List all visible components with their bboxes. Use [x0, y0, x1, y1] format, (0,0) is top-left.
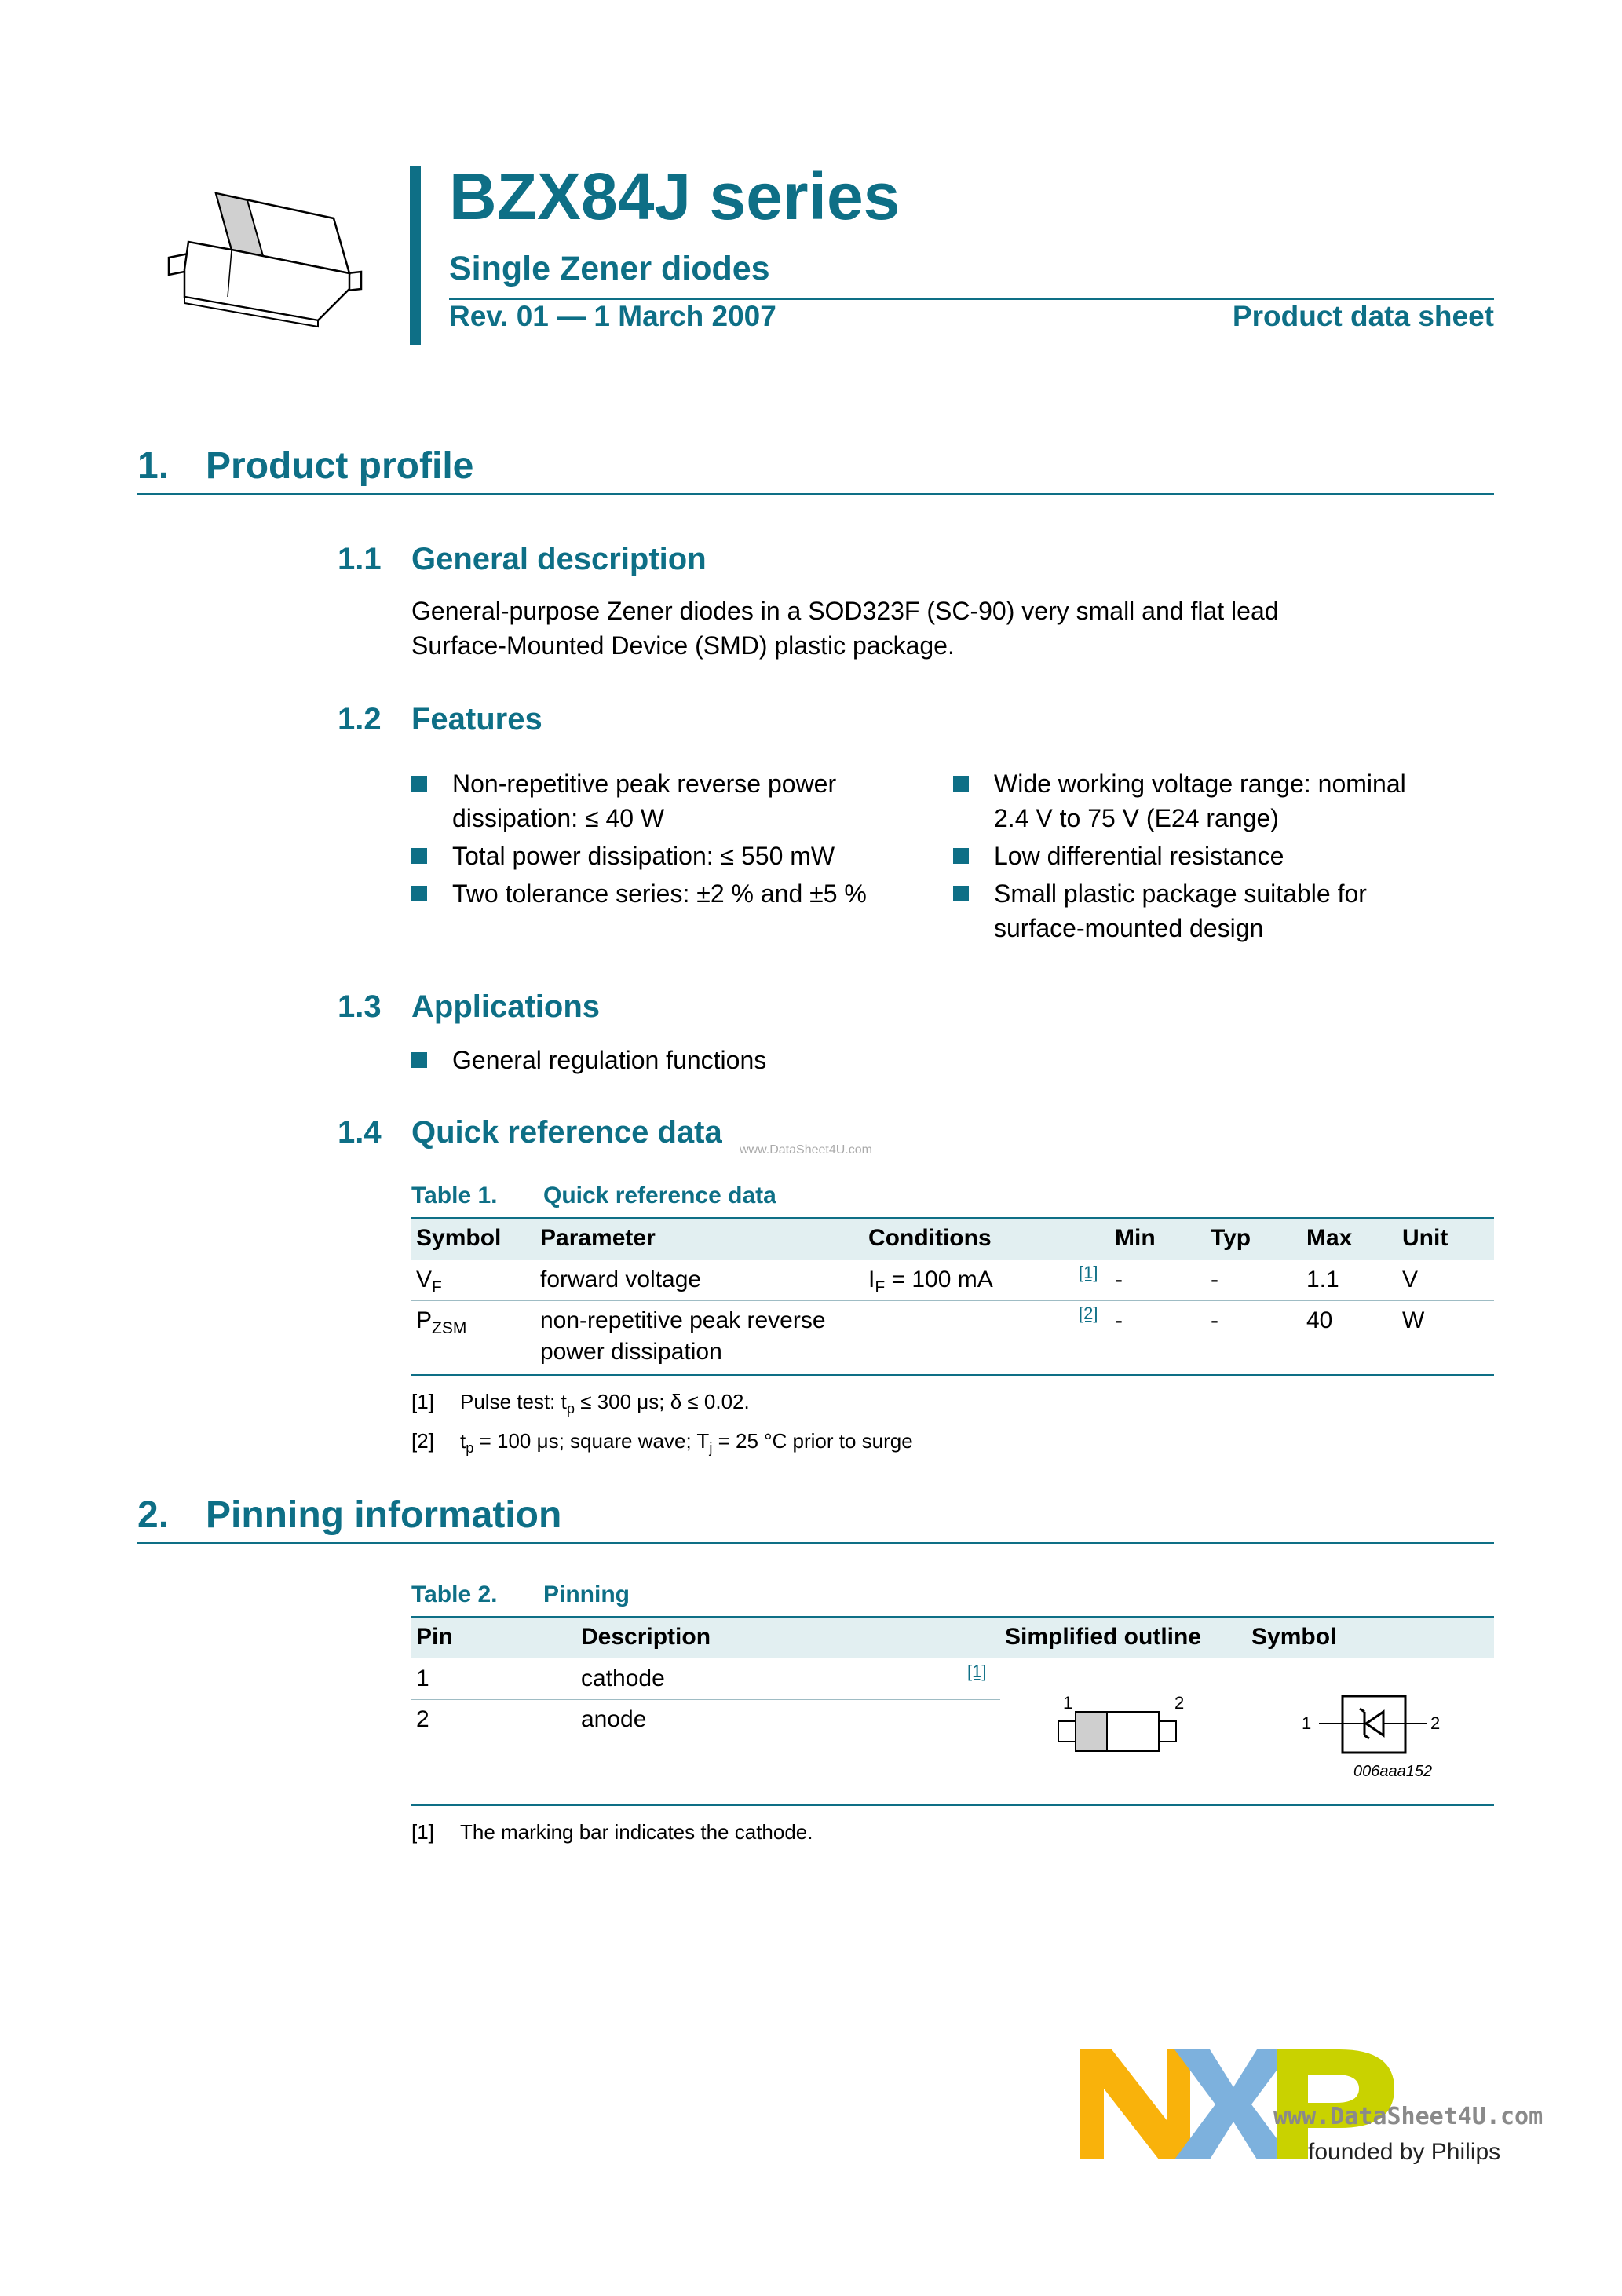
- fn-part: t: [460, 1429, 466, 1453]
- table-cell-conditions: [868, 1264, 993, 1303]
- cond-main: I: [868, 1267, 875, 1292]
- outline-pin1-label: 1: [1063, 1693, 1073, 1713]
- footnote-text: [460, 1429, 913, 1457]
- feature-line: 2.4 V to 75 V (E24 range): [994, 804, 1279, 832]
- doc-type: Product data sheet: [1232, 300, 1494, 332]
- bullet-icon: [953, 848, 969, 864]
- feature-item: Total power dissipation: ≤ 550 mW: [452, 842, 835, 870]
- footnote-ref-link[interactable]: [2]: [1079, 1303, 1098, 1323]
- bullet-icon: [953, 886, 969, 901]
- feature-line: dissipation: ≤ 40 W: [452, 804, 665, 832]
- fn-part: Pulse test: t: [460, 1390, 567, 1413]
- package-illustration: [161, 187, 369, 328]
- application-item: General regulation functions: [452, 1046, 767, 1074]
- table-cell-unit: W: [1402, 1307, 1425, 1333]
- symbol-pin1-label: 1: [1302, 1713, 1312, 1733]
- table1-label: Table 1.: [411, 1183, 498, 1208]
- description-line: Surface-Mounted Device (SMD) plastic package.: [411, 631, 955, 660]
- bullet-icon: [411, 848, 427, 864]
- fn-sub: j: [709, 1440, 713, 1457]
- table-row-divider: [411, 1300, 1494, 1301]
- footer-watermark: www.DataSheet4U.com: [1273, 2103, 1543, 2130]
- cond-sub: F: [875, 1278, 886, 1296]
- sub4-number: 1.4: [338, 1115, 382, 1150]
- table1-col-unit: Unit: [1402, 1225, 1448, 1251]
- table2-col-description: Description: [581, 1624, 711, 1650]
- title-accent-bar: [410, 166, 421, 345]
- table1-caption: Quick reference data: [543, 1183, 776, 1208]
- footnote-ref: [1]: [411, 1390, 434, 1413]
- table-cell-max: 40: [1306, 1307, 1333, 1333]
- table2-label: Table 2.: [411, 1581, 498, 1607]
- footnote-ref-link[interactable]: [1]: [967, 1662, 987, 1681]
- feature-item: [994, 876, 1367, 945]
- sub2-number: 1.2: [338, 702, 382, 737]
- table-row-divider: [411, 1699, 1000, 1700]
- fn-part: ≤ 300 μs; δ ≤ 0.02.: [574, 1390, 750, 1413]
- section1-title: Product profile: [206, 445, 474, 487]
- fn-sub: p: [566, 1401, 575, 1417]
- footnote-ref: [2]: [411, 1429, 434, 1453]
- table-cell-min: -: [1115, 1267, 1123, 1292]
- section1-divider: [137, 493, 1494, 495]
- sub3-number: 1.3: [338, 989, 382, 1024]
- cond-rest: = 100 mA: [885, 1267, 993, 1292]
- sub2-title: Features: [411, 702, 542, 737]
- table-cell-typ: -: [1211, 1267, 1218, 1292]
- fn-sub: p: [466, 1440, 474, 1457]
- table1-col-min: Min: [1115, 1225, 1156, 1251]
- table2-col-outline: Simplified outline: [1005, 1624, 1202, 1650]
- general-description: [411, 594, 1279, 663]
- feature-line: Non-repetitive peak reverse power: [452, 770, 837, 798]
- page-title: BZX84J series: [449, 159, 901, 233]
- feature-item: [452, 766, 836, 835]
- feature-line: surface-mounted design: [994, 914, 1264, 942]
- bullet-icon: [953, 776, 969, 792]
- bullet-icon: [411, 1052, 427, 1068]
- section2-divider: [137, 1542, 1494, 1544]
- feature-item: Two tolerance series: ±2 % and ±5 %: [452, 879, 867, 908]
- table1-col-conditions: Conditions: [868, 1225, 992, 1251]
- table-cell-max: 1.1: [1306, 1267, 1339, 1292]
- page-subtitle: Single Zener diodes: [449, 250, 770, 287]
- table-cell-symbol: [416, 1264, 442, 1303]
- table-cell-typ: -: [1211, 1307, 1218, 1333]
- logo-tagline: founded by Philips: [1308, 2139, 1501, 2165]
- sub3-title: Applications: [411, 989, 601, 1024]
- footnote-text: The marking bar indicates the cathode.: [460, 1820, 813, 1844]
- symbol-main: P: [416, 1307, 433, 1333]
- table-cell-min: -: [1115, 1307, 1123, 1333]
- table-cell-symbol: [416, 1305, 466, 1344]
- simplified-outline-diagram: [1049, 1688, 1198, 1767]
- parameter-line: non-repetitive peak reverse: [540, 1307, 826, 1333]
- table-cell-unit: V: [1402, 1267, 1419, 1292]
- feature-item: Low differential resistance: [994, 842, 1284, 870]
- diode-symbol-diagram: [1295, 1688, 1452, 1782]
- table2-col-symbol: Symbol: [1251, 1624, 1337, 1650]
- sub4-title: Quick reference data: [411, 1115, 722, 1150]
- table2-bottom-rule: [411, 1804, 1494, 1806]
- table-cell-pin: 2: [416, 1706, 429, 1732]
- symbol-sub: ZSM: [432, 1319, 467, 1337]
- sub1-title: General description: [411, 542, 707, 576]
- outline-pin2-label: 2: [1174, 1693, 1185, 1713]
- footnote-ref-link[interactable]: [1]: [1079, 1263, 1098, 1282]
- feature-item: [994, 766, 1406, 835]
- table1-col-max: Max: [1306, 1225, 1353, 1251]
- table1-col-parameter: Parameter: [540, 1225, 656, 1251]
- symbol-code: 006aaa152: [1353, 1763, 1433, 1780]
- sub1-number: 1.1: [338, 542, 382, 576]
- revision-text: Rev. 01 — 1 March 2007: [449, 300, 776, 332]
- table-cell-parameter: [540, 1305, 826, 1368]
- feature-line: Small plastic package suitable for: [994, 879, 1367, 908]
- bullet-icon: [411, 886, 427, 901]
- symbol-sub: F: [432, 1278, 442, 1296]
- table-cell-parameter: forward voltage: [540, 1267, 702, 1292]
- table2-caption: Pinning: [543, 1581, 630, 1607]
- symbol-main: V: [416, 1267, 433, 1292]
- table-cell-pin: 1: [416, 1665, 429, 1691]
- parameter-line: power dissipation: [540, 1339, 722, 1365]
- fn-part: = 25 °C prior to surge: [712, 1429, 913, 1453]
- table-cell-description: cathode: [581, 1665, 665, 1691]
- symbol-pin2-label: 2: [1430, 1713, 1441, 1733]
- table-cell-description: anode: [581, 1706, 647, 1732]
- inline-watermark: www.DataSheet4U.com: [740, 1143, 872, 1157]
- fn-part: = 100 μs; square wave; T: [473, 1429, 710, 1453]
- section1-number: 1.: [137, 445, 170, 487]
- feature-line: Wide working voltage range: nominal: [994, 770, 1406, 798]
- footnote-text: [460, 1390, 750, 1417]
- table1-bottom-rule: [411, 1374, 1494, 1376]
- description-line: General-purpose Zener diodes in a SOD323F (SC-90) very small and flat lead: [411, 597, 1279, 625]
- bullet-icon: [411, 776, 427, 792]
- footnote-ref: [1]: [411, 1820, 434, 1844]
- section2-number: 2.: [137, 1494, 170, 1536]
- table1-col-typ: Typ: [1211, 1225, 1251, 1251]
- table1-col-symbol: Symbol: [416, 1225, 502, 1251]
- table2-col-pin: Pin: [416, 1624, 453, 1650]
- section2-title: Pinning information: [206, 1494, 562, 1536]
